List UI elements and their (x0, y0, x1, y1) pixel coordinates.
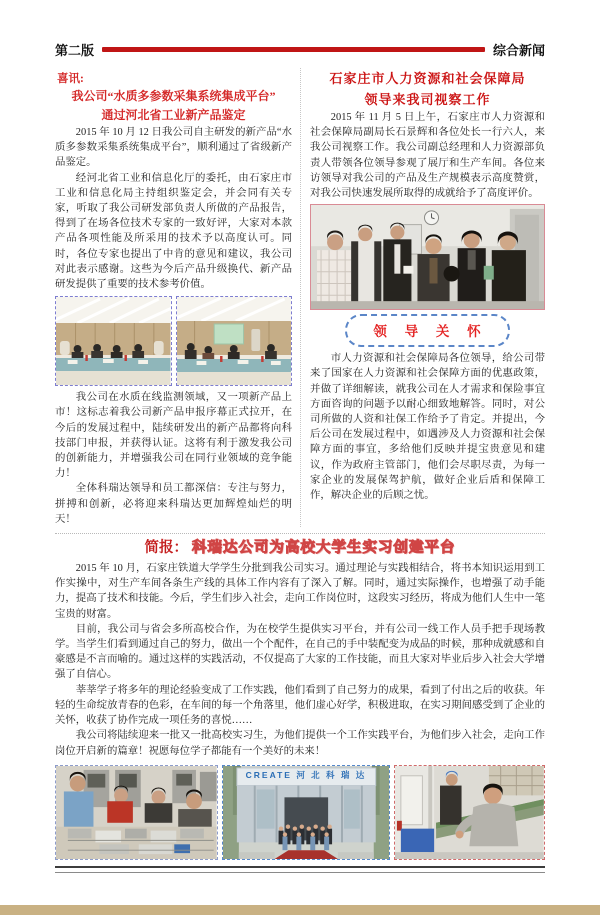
page-content (55, 40, 545, 873)
photo-group-building-entrance (222, 765, 391, 860)
footer-rule (55, 866, 545, 873)
left-article-paragraph: 我公司在水质在线监测领域，又一项新产品上市！这标志着我公司新产品申报序幕正式拉开，在今后的发展过程中，陆续研发出的新产品都将向科技部门申报，并获得认证。这将有利于激发我公司的创新能力，并增强我公司在同行业领域的竞争能力！ (55, 392, 292, 480)
photo-appraisal-meeting-2 (176, 296, 293, 386)
left-article-title-line1: 我公司“水质多参数采集系统集成平台” (71, 89, 276, 103)
building-sign-text: CREATE 河 北 科 瑞 达 (245, 769, 367, 780)
section-label: 综合新闻 (492, 43, 545, 58)
leader-care-badge-label: 领 导 关 怀 (373, 324, 488, 340)
bottom-article-paragraph: 2015 年 10 月，石家庄铁道大学学生分批到我公司实习。通过理论与实践相结合，将书本知识运用到工作实操中，对生产车间各条生产线的具体工作内容有了深入了解。同时，通过实际操作，也增强了动手能力，提高了技术和技能。今后，学生们步入社会，走向工作岗位时，这段实习经历，将成为他们人生中一笔宝贵的财富。 (55, 563, 545, 620)
two-column-area (55, 68, 545, 527)
bottom-article-kicker: 简报： (144, 540, 188, 557)
photo-worker-assembly (394, 765, 545, 860)
left-article-title-line2: 通过河北省工业新产品鉴定 (101, 108, 246, 122)
left-article-paragraph: 2015 年 10 月 12 日我公司自主研发的新产品“水质多参数采集系统集成平台”，顺利通过了省级新产品鉴定。 (55, 127, 292, 169)
conference-room-illustration (56, 297, 171, 385)
header-rule (102, 47, 485, 52)
right-article-title-line2: 领导来我司视察工作 (364, 92, 491, 107)
right-article-title-line1: 石家庄市人力资源和社会保障局 (329, 71, 526, 86)
page-header (55, 40, 545, 59)
bottom-article-title (55, 537, 545, 559)
page-number-label: 第二版 (55, 43, 95, 58)
badge-area (310, 314, 545, 347)
section-divider-dotted (55, 533, 545, 534)
photo-leaders-visit (310, 204, 545, 310)
bottom-article-paragraph: 目前，我公司与省会多所高校合作，为在校学生提供实习平台，并有公司一线工作人员手把手现场教学。当学生们看到通过自己的努力，做出一个个配件，在自己的手中装配变为成品的时候，那种成就感和自豪感是不言而喻的。通过这样的实践活动，不仅提高了大家的工作技能，而且大家对毕业后步入社会大学增强了自信心。 (55, 623, 545, 681)
left-article-kicker: 喜讯: (57, 73, 84, 85)
right-article-paragraph: 市人力资源和社会保障局各位领导，给公司带来了国家在人力资源和社会保障方面的优惠政策，并做了详细解读，就我公司在人才需求和保险事宜方面咨询的问题予以耐心细致地解答。同时，对公司所做的人资和社保工作给予了肯定。并提出，今后公司在发展过程中，如遇涉及人力资源和社会保障方面的事宜，多给他们反映并提宝贵意见和建议，作为政府主管部门，他们会尽职尽责，为每一家企业的发展保驾护航，做好企业后盾和保障工作，解决企业的后顾之忧。 (310, 353, 545, 502)
appraisal-meeting-photos (55, 296, 292, 386)
desk-background-strip (0, 905, 600, 915)
left-article (55, 68, 301, 527)
bottom-article-paragraph: 我公司将陆续迎来一批又一批高校实习生，为他们提供一个工作实践平台，为他们步入社会，走向工作岗位开启新的篇章！祝愿每位学子都能有一个美好的未来！ (55, 730, 545, 757)
left-article-paragraph: 经河北省工业和信息化厅的委托，由石家庄市工业和信息化局主持组织鉴定会，并会同有关专家，听取了我公司研发部负责人所做的产品报告，得到了在场各位技术专家的一致好评，大家对本款产品各项性能及所采用的技术予以高度认可。同时，各位专家也提出了中肯的意见和建议，我公司对此表示感谢。这些为今后产品升级换代、新产品研发提供了重要的技术参考价值。 (55, 172, 292, 291)
bottom-article-paragraph: 莘莘学子将多年的理论经验变成了工作实践，他们看到了自己努力的成果，看到了付出之后的收获。年轻的生命绽放青春的色彩，在车间的每一个角落里，他们虚心好学，积极进取，在实习期间感受到了企业的关怀，收获了协作完成一项任务的喜悦…… (55, 684, 545, 727)
workbench-illustration (56, 766, 217, 859)
conference-room-screen-illustration (177, 297, 292, 385)
factory-visit-illustration (311, 205, 544, 309)
left-article-paragraph: 全体科瑞达领导和员工都深信：专注与努力，拼搏和创新，必将迎来科瑞达更加辉煌灿烂的明天！ (55, 483, 292, 525)
photo-appraisal-meeting-1 (55, 296, 172, 386)
internship-photos (55, 765, 545, 860)
bottom-article-headline: 科瑞达公司为高校大学生实习创建平台 (192, 540, 456, 557)
leader-care-badge (345, 314, 509, 347)
assembly-line-illustration (395, 766, 544, 859)
right-article (301, 68, 545, 527)
photo-students-workbench (55, 765, 218, 860)
right-article-paragraph: 2015 年 11 月 5 日上午，石家庄市人力资源和社会保障局副局长石景辉和各位处长一行六人，来我公司视察工作。我公司副总经理和人力资源部负责人带领各位领导参观了展厅和生产车间。各位来访领导对我公司的产品及生产规模表示高度赞赏，对我公司快速发展所取得的成就给予了高度评价。 (310, 112, 545, 200)
